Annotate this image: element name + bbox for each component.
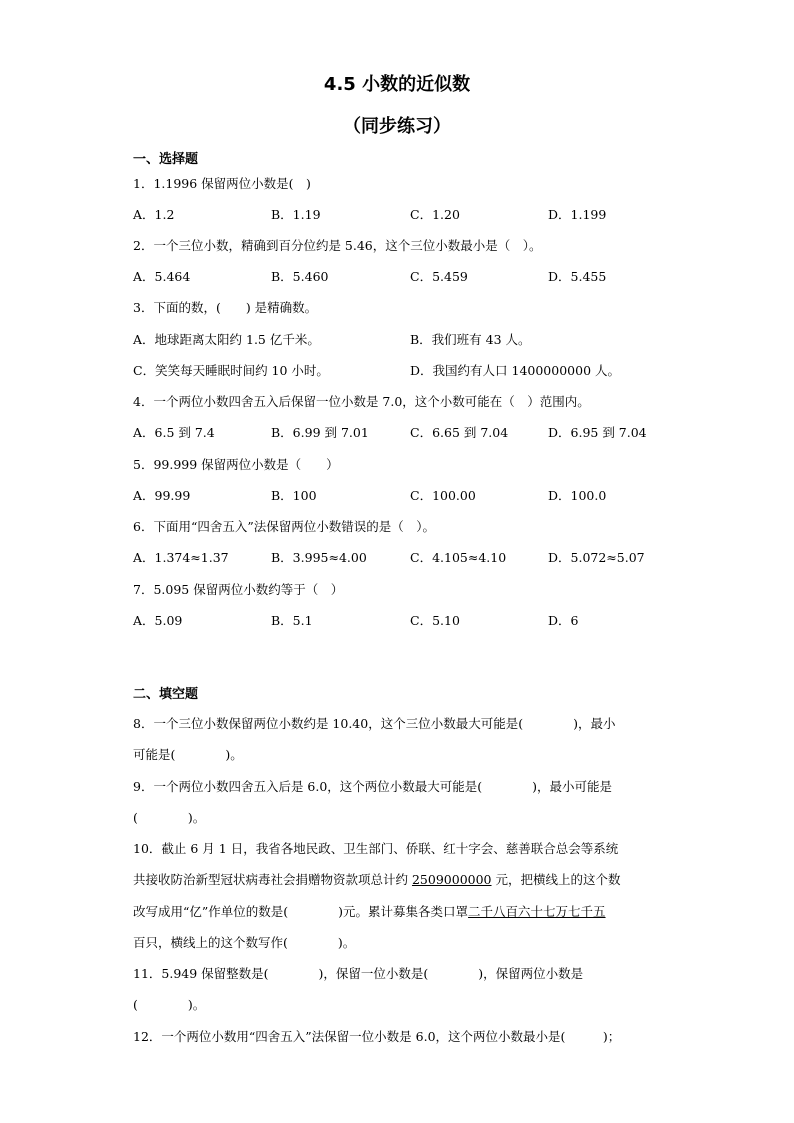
question-1: 1．1.1996 保留两位小数是( ) (133, 176, 311, 191)
q10-underlined-words: 二千八百六十七万七千五 (468, 904, 606, 919)
question-9-line-2: ( )。 (133, 810, 206, 825)
question-10-line-3 (133, 902, 606, 920)
q6-option-d: D．5.072≈5.07 (548, 550, 645, 565)
question-3: 3．下面的数，( ) 是精确数。 (133, 300, 318, 315)
q4-option-d: D．6.95 到 7.04 (548, 425, 647, 440)
q3-option-b: B．我们班有 43 人。 (410, 332, 531, 347)
question-10-line-2 (133, 870, 621, 888)
q6-option-b: B．3.995≈4.00 (271, 550, 367, 565)
q4-option-b: B．6.99 到 7.01 (271, 425, 369, 440)
question-8-line-1: 8．一个三位小数保留两位小数约是 10.40，这个三位小数最大可能是( )，最小 (133, 716, 616, 731)
q1-option-d: D．1.199 (548, 207, 607, 222)
question-5: 5．99.999 保留两位小数是（ ） (133, 457, 339, 472)
question-4: 4．一个两位小数四舍五入后保留一位小数是 7.0，这个小数可能在（ ）范围内。 (133, 394, 590, 409)
question-6: 6．下面用“四舍五入”法保留两位小数错误的是（ ）。 (133, 519, 435, 534)
question-12-line-1: 12．一个两位小数用“四舍五入”法保留一位小数是 6.0，这个两位小数最小是( )； (133, 1029, 621, 1044)
q1-option-c: C．1.20 (410, 207, 460, 222)
section-heading-choice: 一、选择题 (133, 152, 199, 167)
question-10-line-1: 10．截止 6 月 1 日，我省各地民政、卫生部门、侨联、红十字会、慈善联合总会等系统 (133, 841, 619, 856)
q5-option-d: D．100.0 (548, 488, 607, 503)
q5-option-b: B．100 (271, 488, 317, 503)
q10-text: 改写成用“亿”作单位的数是( )元。累计募集各类口罩 (133, 904, 469, 919)
page-subtitle: （同步练习） (343, 116, 451, 137)
q6-option-a: A．1.374≈1.37 (133, 550, 229, 565)
page-title: 4.5 小数的近似数 (323, 74, 471, 95)
q2-option-b: B．5.460 (271, 269, 329, 284)
q1-option-b: B．1.19 (271, 207, 321, 222)
q6-option-c: C．4.105≈4.10 (410, 550, 507, 565)
q10-underlined-number: 2509000000 (411, 872, 492, 887)
q5-option-a: A．99.99 (133, 488, 191, 503)
q4-option-a: A．6.5 到 7.4 (133, 425, 215, 440)
q3-option-c: C．笑笑每天睡眠时间约 10 小时。 (133, 363, 329, 378)
q7-option-b: B．5.1 (271, 613, 313, 628)
q5-option-c: C．100.00 (410, 488, 476, 503)
question-10-line-4: 百只，横线上的这个数写作( )。 (133, 935, 356, 950)
q7-option-c: C．5.10 (410, 613, 460, 628)
question-11-line-1: 11．5.949 保留整数是( )，保留一位小数是( )，保留两位小数是 (133, 966, 584, 981)
q2-option-a: A．5.464 (133, 269, 191, 284)
q3-option-d: D．我国约有人口 1400000000 人。 (410, 363, 620, 378)
q2-option-d: D．5.455 (548, 269, 607, 284)
question-8-line-2: 可能是( )。 (133, 747, 243, 762)
section-heading-fill: 二、填空题 (133, 687, 199, 702)
q2-option-c: C．5.459 (410, 269, 468, 284)
q10-text: 元，把横线上的这个数 (491, 872, 621, 887)
q1-option-a: A．1.2 (133, 207, 175, 222)
question-2: 2．一个三位小数，精确到百分位约是 5.46，这个三位小数最小是（ ）。 (133, 238, 542, 253)
q10-text: 共接收防治新型冠状病毒社会捐赠物资款项总计约 (133, 872, 412, 887)
question-11-line-2: ( )。 (133, 997, 206, 1012)
q7-option-a: A．5.09 (133, 613, 183, 628)
question-9-line-1: 9．一个两位小数四舍五入后是 6.0，这个两位小数最大可能是( )，最小可能是 (133, 779, 613, 794)
question-7: 7．5.095 保留两位小数约等于（ ） (133, 582, 344, 597)
q3-option-a: A．地球距离太阳约 1.5 亿千米。 (133, 332, 320, 347)
q4-option-c: C．6.65 到 7.04 (410, 425, 509, 440)
q7-option-d: D．6 (548, 613, 579, 628)
